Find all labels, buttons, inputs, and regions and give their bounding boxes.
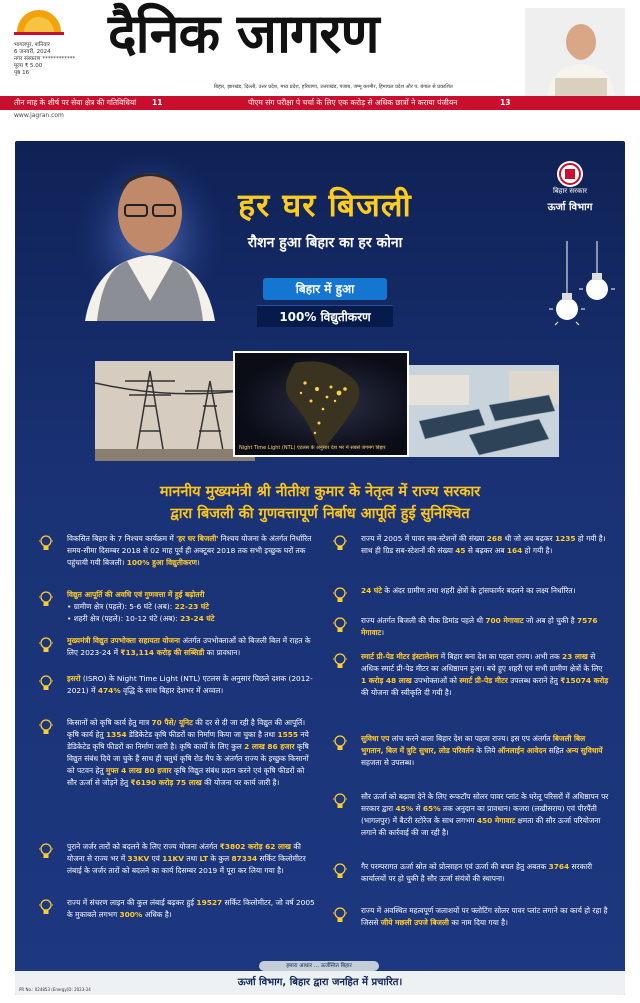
highlight-text: 1555 xyxy=(277,730,299,739)
highlight-text: 1 करोड़ 48 लाख xyxy=(361,676,412,685)
achievement-text xyxy=(67,533,315,569)
achievement-text xyxy=(361,905,609,929)
strip-right-link[interactable]: पीएम संग परीक्षा पे चर्चा के लिए एक करोड़ से अधिक छात्रों ने कराया पंजीयन xyxy=(248,98,458,107)
highlight-text: 7576 मेगावाट xyxy=(361,616,598,637)
highlight-text: इसरो xyxy=(67,674,81,683)
publication-cities: बिहार, झारखंड, दिल्ली, उत्तर प्रदेश, मध्य प्रदेश, हरियाणा, उत्तराखंड, पंजाब, जम्मू कश्मीर, हिमाचल प्रदेश और प. बंगाल से प्रकाशित xyxy=(214,84,453,90)
body-text: उपलब्ध कराने हेतु xyxy=(507,676,561,685)
transmission-tower-photo xyxy=(95,361,255,461)
highlight-text: 268 xyxy=(486,534,503,543)
bulb-icon xyxy=(39,718,53,736)
body-text: से बढ़कर अब xyxy=(465,546,507,555)
body-text: । xyxy=(381,628,385,637)
bulb-icon xyxy=(39,636,53,654)
body-text: में बिहार बना देश का पहला राज्य। अभी तक xyxy=(438,652,562,661)
highlight-text: ₹6190 करोड़ 75 लाख xyxy=(130,778,202,787)
highlight-text: 22-23 घंटे xyxy=(174,602,209,611)
government-advertisement xyxy=(15,141,625,995)
highlight-text: 23 लाख xyxy=(562,652,588,661)
body-text: थी जो अब बढ़कर xyxy=(502,534,555,543)
highlight-text: ₹15074 करोड़ xyxy=(560,676,609,685)
achievement-text xyxy=(67,897,315,921)
bulb-icon xyxy=(333,616,347,634)
body-text: किसानों को कृषि कार्य हेतु मात्र xyxy=(67,718,152,727)
body-text: • शहरी क्षेत्र (पहले): 10-12 घंटे (अब): xyxy=(67,614,181,623)
electrification-percent: 100% विद्युतीकरण xyxy=(257,305,393,327)
body-text: का नाम दिया गया है। xyxy=(448,918,508,927)
body-text: ' निश्चय योजना के अंतर्गत निर्धारित समय-सीमा दिसम्बर 2018 से 02 माह पूर्व ही अक्टूबर 2018 तक सभी इच्छुक घरों तक पहुंचायी गयी बिजली। xyxy=(67,534,312,567)
body-text: के लिये xyxy=(473,746,498,755)
body-text: हो गयी है। xyxy=(522,546,553,555)
bulb-icon xyxy=(333,586,347,604)
highlight-text: 23-24 घंटे xyxy=(180,614,215,623)
body-text: । xyxy=(197,558,200,567)
highlight-text: ₹3802 करोड़ 62 लाख xyxy=(219,842,291,851)
highlight-text: 700 मेगावाट xyxy=(485,616,524,625)
highlight-text: 11KV xyxy=(162,854,184,863)
body-text: सर्किट किलोमीटर लंबाई के जर्जर तारों को बदलने का कार्य दिसम्बर 2019 में पूरा कर लिया गया है। xyxy=(67,854,306,875)
body-text: की योजना की स्वीकृति दी गयी है। xyxy=(361,688,452,697)
newspaper-title: दैनिक जागरण xyxy=(108,2,379,65)
department-name: ऊर्जा विभाग xyxy=(547,202,593,213)
highlight-text: 87334 xyxy=(231,854,258,863)
achievement-text xyxy=(67,841,315,877)
body-text: सहजता से उपलब्ध। xyxy=(361,758,415,767)
body-text: नये डेडिकेटेड कृषि फीडरों का निर्माण जारी है। कृषि कार्यों के लिए कुल xyxy=(67,730,309,751)
bulb-icon xyxy=(39,898,53,916)
achievement-text xyxy=(361,861,609,885)
bulb-icon xyxy=(39,534,53,552)
strip-right-page: 13 xyxy=(500,98,511,107)
bulb-icon xyxy=(39,674,53,692)
highlight-text: 45 xyxy=(455,546,466,555)
body-text: • ग्रामीण क्षेत्र (पहले): 5-6 घंटे (अब): xyxy=(67,602,175,611)
lead-line-1: माननीय मुख्यमंत्री श्री नीतीश कुमार के नेतृत्व में राज्य सरकार xyxy=(159,484,481,500)
lead-statement xyxy=(35,481,605,525)
achievement-text xyxy=(67,673,315,697)
highlight-text: 1235 xyxy=(554,534,576,543)
body-text: सर्किट किलोमीटर, जो वर्ष 2005 के मुकाबले लगभग xyxy=(67,898,315,919)
highlight-text: ऑनलाईन आवेदन xyxy=(497,746,547,755)
body-text: तक अनुदान का प्रावधान। कजरा (लखीसराय) एवं पीरपैंती (भागलपुर) में बैटरी स्टोरेज के साथ लगभग xyxy=(361,804,597,825)
body-text: अधिक है। xyxy=(142,910,172,919)
night-light-map-photo xyxy=(233,351,409,457)
pm-portrait-photo xyxy=(525,8,625,96)
body-text: के अंदर ग्रामीण तथा शहरी क्षेत्रों के ट्रांसफार्मर बदलने का लक्ष्य निर्धारित। xyxy=(381,586,576,595)
highlight-text: 100% हुआ विद्युतीकरण xyxy=(126,558,197,567)
highlight-text: 450 मेगावाट xyxy=(476,816,516,825)
ad-headline: हर घर बिजली xyxy=(238,186,412,224)
body-text: सरकारी कार्यालयों पर हो चुकी है सौर ऊर्जा संयंत्रों की स्थापना। xyxy=(361,862,593,883)
highlight-text: जीये मछली उपजे बिजली xyxy=(380,918,449,927)
bulb-icon xyxy=(39,590,53,608)
rooftop-solar-photo xyxy=(409,365,559,457)
achievement-text xyxy=(361,733,609,769)
map-caption: Night Time Light (NTL) एटलस के अनुसार देश भर में सबसे जगमग बिहार xyxy=(239,445,386,451)
highlight-text: अन्य सुविधायें xyxy=(566,746,603,755)
pr-number: PR No.: 024853 (Energy)D: 2023-24 xyxy=(19,987,91,992)
highlight-text: LT xyxy=(199,854,209,863)
highlight-text: 24 घंटे xyxy=(361,586,382,595)
highlight-text: सुविधा एप xyxy=(361,734,390,743)
highlight-text: 474% xyxy=(97,686,121,695)
body-text: से xyxy=(413,804,423,813)
body-text: राज्य में अवस्थित महत्वपूर्ण जलाशयों पर फ्लोटिंग सोलर पावर प्लांट लगाने का कार्य हो रहा है जिससे xyxy=(361,906,608,927)
edition-info: भागलपुर, शनिवार 6 जनवरी, 2024 नगर संस्करण ************ मूल्य ₹ 5.00 पृष्ठ 16 xyxy=(14,42,76,76)
highlight-text: स्मार्ट प्री-पेड मीटर इंस्टालेशन xyxy=(361,652,439,661)
achievement-text xyxy=(361,651,609,699)
body-text: डेडिकेटेड कृषि फीडरों का निर्माण किया जा चुका है तथा xyxy=(126,730,278,739)
highlight-text: मुफ्त 4 लाख 80 हजार xyxy=(105,766,172,775)
highlight-text: 3764 xyxy=(548,862,570,871)
bulb-icon xyxy=(333,652,347,670)
highlight-text: 164 xyxy=(506,546,523,555)
body-text: पुराने जर्जर तारों को बदलने के लिए राज्य योजना अंतर्गत xyxy=(67,842,220,851)
body-text: अंतर्गत उपभोक्ताओं को बिजली बिल में राहत के लिए 2023-24 में xyxy=(67,636,311,657)
body-text: जो अब हो चुकी है xyxy=(523,616,577,625)
body-text: गैर परम्परागत ऊर्जा स्रोत को प्रोत्साहन एवं ऊर्जा की बचत हेतु अबतक xyxy=(361,862,549,871)
strip-left-page: 11 xyxy=(152,98,163,107)
masthead xyxy=(0,0,640,96)
achievement-text xyxy=(67,589,315,625)
body-text: विकसित बिहार के 7 निश्चय कार्यक्रम में ' xyxy=(67,534,179,543)
body-text: कृषि विद्युत संबंध दिये जा चुके हैं साथ ही चतुर्थ कृषि रोड मैप के अंतर्गत राज्य के इच्छुक किसानों को पटवन हेतु xyxy=(67,742,309,775)
bulb-icon xyxy=(333,792,347,810)
bulb-icon xyxy=(39,842,53,860)
body-text: वृद्धि के साथ बिहार देशभर में अव्वल। xyxy=(120,686,224,695)
bulb-icon xyxy=(333,534,347,552)
body-text: की दर से दी जा रही है विद्युत की आपूर्ति। कृषि कार्य हेतु xyxy=(67,718,306,739)
body-text: क्षमता की सौर ऊर्जा परियोजना लगाने की कार्रवाई की जा रही है। xyxy=(361,816,601,837)
body-text: सहित xyxy=(546,746,567,755)
hanging-bulbs-icon xyxy=(545,241,615,351)
achievement-text xyxy=(361,533,609,557)
bihar-emblem-icon xyxy=(553,159,587,189)
website-url[interactable]: www.jagran.com xyxy=(14,112,64,119)
body-text: कृषि विद्युत संबंध प्रदान करने एवं कृषि फीडरों को सौर ऊर्जा से जोड़ने हेतु xyxy=(67,766,305,787)
bulb-icon xyxy=(333,862,347,880)
body-text: की योजना से राज्य भर में xyxy=(67,842,301,863)
body-text: एवं xyxy=(149,854,163,863)
highlight-text: मुख्यमंत्री विद्युत उपभोक्ता सहायता योजना xyxy=(67,636,181,645)
highlight-text: 19527 xyxy=(196,898,223,907)
body-text: तथा xyxy=(183,854,200,863)
achievement-text xyxy=(361,615,609,639)
highlight-text: 45% xyxy=(395,804,414,813)
body-text: से अधिक स्मार्ट प्री-पेड मीटर का अधिष्ठापन हुआ। बचे हुए शहरी एवं सभी ग्रामीण क्षेत्रों के लिए xyxy=(361,652,603,673)
body-text: राज्य अंतर्गत बिजली की पीक डिमांड पहले थी xyxy=(361,616,486,625)
highlight-text: स्मार्ट प्री-पेड मीटर xyxy=(459,676,508,685)
body-text: राज्य में 2005 में पावर सब-स्टेशनों की संख्या xyxy=(361,534,487,543)
strip-left-link[interactable]: तीन माह के शीर्ष पर सेवा क्षेत्र की गतिविधियां xyxy=(14,98,137,107)
headline-strip xyxy=(0,96,640,110)
highlight-text: 70 पैसे/ यूनिट xyxy=(151,718,193,727)
body-text: का प्रावधान। xyxy=(204,648,241,657)
bulb-icon xyxy=(333,734,347,752)
bulb-icon xyxy=(333,906,347,924)
electrification-label: बिहार में हुआ xyxy=(263,278,387,300)
body-text: हो गयी है। साथ ही ग्रिड सब-स्टेशनों की संख्या xyxy=(361,534,606,555)
achievement-text xyxy=(361,791,609,839)
highlight-text: 2 लाख 86 हजार xyxy=(244,742,295,751)
highlight-text: 1354 xyxy=(105,730,127,739)
govt-name: बिहार सरकार xyxy=(552,187,588,195)
body-text: की योजना पर कार्य जारी है। xyxy=(201,778,280,787)
highlight-text: बिजली बिल भुगतान, बिल में त्रुटि सुधार, लोड परिवर्तन xyxy=(361,734,586,755)
body-text: सौर ऊर्जा को बढ़ावा देने के लिए रूफटॉप सोलर पावर प्लांट के घरेलू परिसरों में अधिष्ठापन पर सरकार द्वारा xyxy=(361,792,609,813)
body-text: के कुल xyxy=(208,854,232,863)
highlight-text: 65% xyxy=(422,804,441,813)
india-night-map-icon xyxy=(235,353,407,455)
highlight-text: 300% xyxy=(119,910,143,919)
achievement-text xyxy=(67,717,315,789)
highlight-text: ₹13,114 करोड़ की सब्सिडी xyxy=(120,648,205,657)
body-text: राज्य में संचरण लाइन की कुल लंबाई बढ़कर हुई xyxy=(67,898,197,907)
sun-logo-icon xyxy=(14,6,64,36)
body-text: (ISRO) के Night Time Light (NTL) एटलस के अनुसार पिछले दशक (2012-2021) में xyxy=(67,674,313,695)
achievement-text xyxy=(67,635,315,659)
lead-line-2: द्वारा बिजली की गुणवत्तापूर्ण निर्बाध आपूर्ति हुई सुनिश्चित xyxy=(170,506,470,522)
footer-slogan: हमारा आधार ... ऊर्जस्वित बिहार xyxy=(259,961,379,971)
body-text: उपभोक्ताओं को xyxy=(411,676,460,685)
body-text: लांच करने वाला बिहार देश का पहला राज्य। इस एप अंतर्गत xyxy=(389,734,553,743)
highlight-text: हर घर बिजली xyxy=(178,534,217,543)
highlight-text: विद्युत आपूर्ति की अवधि एवं गुणवत्ता में हुई बढ़ोतरी xyxy=(67,590,205,599)
highlight-text: 33KV xyxy=(127,854,150,863)
footer-credit: ऊर्जा विभाग, बिहार द्वारा जनहित में प्रचारित। xyxy=(15,971,625,995)
achievement-text xyxy=(361,585,609,597)
ad-subheadline: रौशन हुआ बिहार का हर कोना xyxy=(247,235,403,251)
achievement-columns xyxy=(15,533,625,963)
